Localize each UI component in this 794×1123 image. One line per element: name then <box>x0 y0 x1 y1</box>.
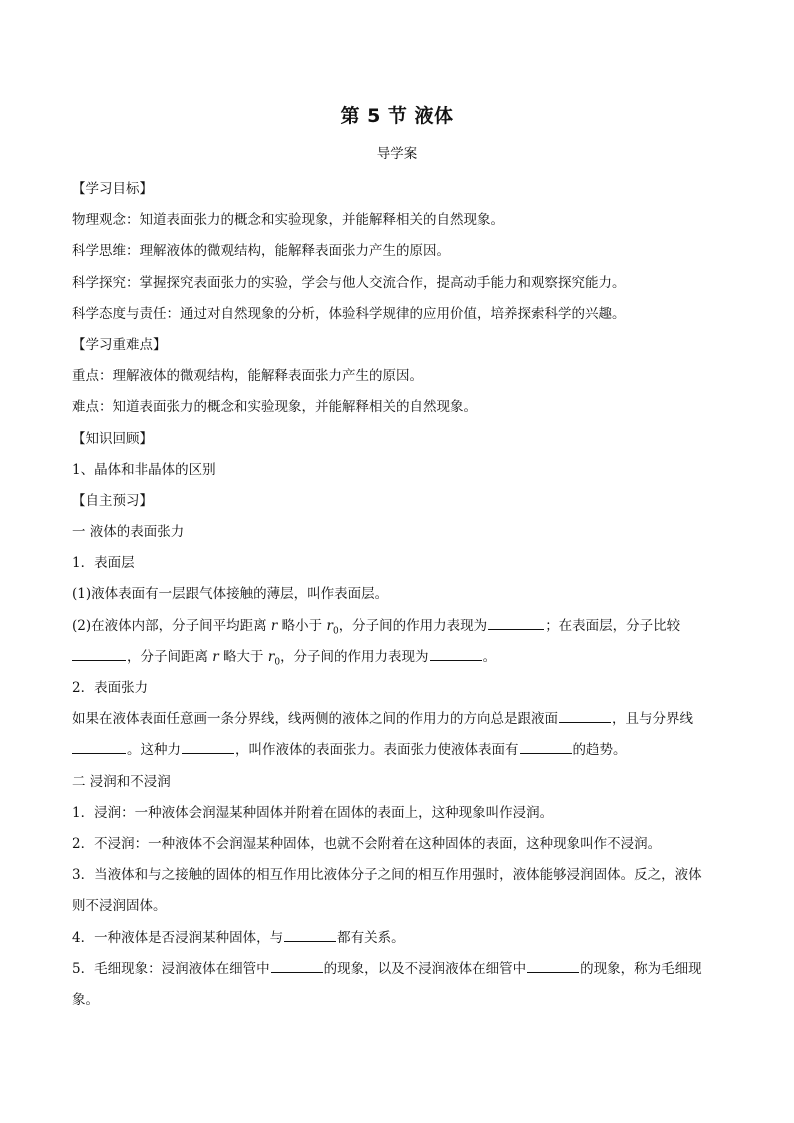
section-heading-key-points: 【学习重难点】 <box>72 336 167 353</box>
fill-blank[interactable] <box>559 708 611 723</box>
fill-blank[interactable] <box>72 646 126 661</box>
key-point-item: 难点：知道表面张力的概念和实验现象，并能解释相关的自然现象。 <box>72 399 477 416</box>
part-heading-wetting: 二 浸润和不浸润 <box>72 773 171 790</box>
paragraph-wetting-condition-1: 3．当液体和与之接触的固体的相互作用比液体分子之间的相互作用强时，液体能够浸润固体。反之，液体 <box>72 867 702 884</box>
paragraph-non-wetting: 2．不浸润：一种液体不会润湿某种固体，也就不会附着在这种固体的表面，这种现象叫作不浸润。 <box>72 835 662 852</box>
page-subtitle: 导学案 <box>376 146 418 162</box>
page-title: 第 5 节 液体 <box>340 105 454 127</box>
symbol-r0: r <box>267 648 275 665</box>
fill-blank[interactable] <box>430 646 482 661</box>
paragraph-molecular-distance-1 <box>72 611 724 642</box>
text-run: 略大于 <box>218 648 268 665</box>
paragraph-wetting-factors <box>72 923 724 954</box>
text-run: 。这种力 <box>127 742 181 759</box>
text-run: ，叫作液体的表面张力。表面张力使液体表面有 <box>235 742 519 759</box>
paragraph-surface-tension-2 <box>72 735 724 766</box>
text-run: 的现象，以及不浸润液体在细管中 <box>323 960 527 977</box>
subheading-surface-tension: 2．表面张力 <box>72 680 149 696</box>
section-heading-goals: 【学习目标】 <box>72 181 153 197</box>
key-point-item: 重点：理解液体的微观结构，能解释表面张力产生的原因。 <box>72 368 423 385</box>
fill-blank[interactable] <box>488 614 544 629</box>
text-run: (2)在液体内部，分子间平均距离 <box>72 617 271 634</box>
subscript-zero: 0 <box>274 657 281 668</box>
text-run: ，分子间的作用力表现为 <box>338 617 488 634</box>
part-heading-surface-tension: 一 液体的表面张力 <box>72 524 185 541</box>
text-run: 略小于 <box>277 617 327 634</box>
text-run: 的现象，称为毛细现 <box>580 960 702 977</box>
text-run: 都有关系。 <box>337 929 405 946</box>
paragraph-capillary-1 <box>72 954 724 985</box>
fill-blank[interactable] <box>182 739 234 754</box>
subheading-surface-layer: 1．表面层 <box>72 555 135 572</box>
text-run: 。 <box>482 648 497 665</box>
text-run: 的趋势。 <box>572 742 627 759</box>
text-run: 如果在液体表面任意画一条分界线，线两侧的液体之间的作用力的方向总是跟液面 <box>72 711 558 728</box>
fill-blank[interactable] <box>527 958 579 973</box>
fill-blank[interactable] <box>72 739 126 754</box>
fill-blank[interactable] <box>520 739 572 754</box>
paragraph-surface-layer-def: (1)液体表面有一层跟气体接触的薄层，叫作表面层。 <box>72 586 389 603</box>
section-heading-preview: 【自主预习】 <box>72 492 153 509</box>
section-heading-review: 【知识回顾】 <box>72 430 153 447</box>
text-run: 5．毛细现象：浸润液体在细管中 <box>72 960 270 977</box>
paragraph-surface-tension-1 <box>72 704 724 735</box>
text-run: ，分子间的作用力表现为 <box>280 648 429 665</box>
symbol-r: r <box>212 648 219 665</box>
symbol-r: r <box>270 617 278 634</box>
goal-item: 科学探究：掌握探究表面张力的实验，学会与他人交流合作，提高动手能力和观察探究能力。 <box>72 274 626 291</box>
goal-item: 科学思维：理解液体的微观结构，能解释表面张力产生的原因。 <box>72 243 450 260</box>
paragraph-capillary-2: 象。 <box>72 991 99 1008</box>
text-run: 4．一种液体是否浸润某种固体，与 <box>72 929 284 946</box>
text-run: ，分子间距离 <box>127 648 213 665</box>
symbol-r0: r <box>326 617 333 634</box>
review-item: 1、晶体和非晶体的区别 <box>72 461 216 478</box>
goal-item: 物理观念：知道表面张力的概念和实验现象，并能解释相关的自然现象。 <box>72 212 504 229</box>
document-body <box>72 174 724 1016</box>
text-run: ；在表面层，分子比较 <box>545 617 681 634</box>
text-run: ，且与分界线 <box>612 711 693 728</box>
fill-blank[interactable] <box>271 958 323 973</box>
subscript-zero: 0 <box>332 626 339 637</box>
paragraph-wetting-condition-2: 则不浸润固体。 <box>72 898 167 915</box>
goal-item: 科学态度与责任：通过对自然现象的分析，体验科学规律的应用价值，培养探索科学的兴趣。 <box>72 305 626 322</box>
fill-blank[interactable] <box>284 926 336 941</box>
paragraph-molecular-distance-2 <box>72 642 724 673</box>
paragraph-wetting: 1．浸润：一种液体会润湿某种固体并附着在固体的表面上，这种现象叫作浸润。 <box>72 804 554 821</box>
